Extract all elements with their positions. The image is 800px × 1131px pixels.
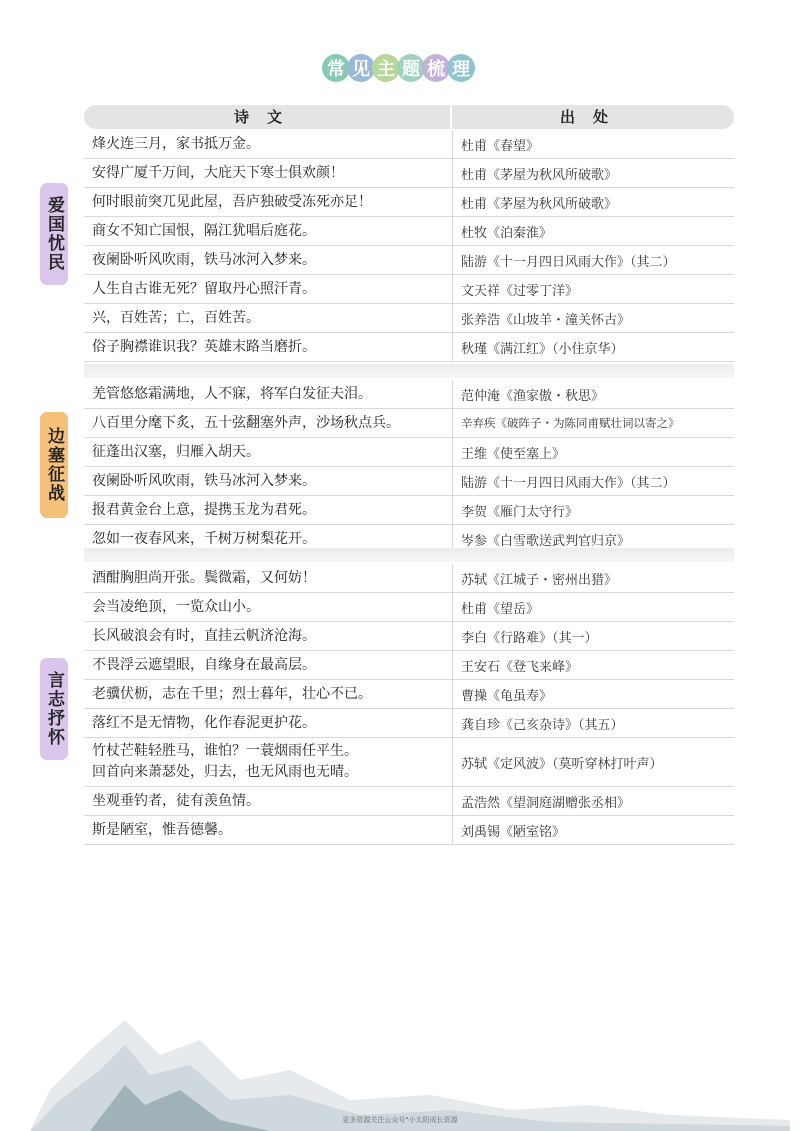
poem-text: 落红不是无情物，化作春泥更护花。 [92, 714, 316, 731]
title-char: 理 [447, 54, 475, 82]
poem-text: 兴，百姓苦；亡，百姓苦。 [92, 309, 260, 326]
table-row [84, 593, 734, 622]
tag-text: 言志抒怀 [44, 671, 64, 747]
poem-text: 斯是陋室，惟吾德馨。 [92, 821, 232, 838]
source-text: 刘禹锡《陋室铭》 [452, 816, 734, 844]
table-row [84, 651, 734, 680]
table-row [84, 738, 734, 787]
poem-text: 人生自古谁无死？留取丹心照汗青。 [92, 280, 316, 297]
table-row [84, 622, 734, 651]
section-tag-frontier [40, 412, 68, 518]
table-row [84, 275, 734, 304]
poem-text: 坐观垂钓者，徒有羡鱼情。 [92, 792, 260, 809]
poem-text: 八百里分麾下炙，五十弦翻塞外声，沙场秋点兵。 [92, 414, 400, 431]
poem-text: 夜阑卧听风吹雨，铁马冰河入梦来。 [92, 251, 316, 268]
source-text: 曹操《龟虽寿》 [452, 680, 734, 708]
table-row [84, 380, 734, 409]
source-text: 张养浩《山坡羊・潼关怀古》 [452, 304, 734, 332]
title-char: 梳 [422, 54, 450, 82]
poem-text: 俗子胸襟谁识我？英雄末路当磨折。 [92, 338, 316, 355]
source-text: 杜甫《春望》 [452, 130, 734, 158]
table-row [84, 680, 734, 709]
table-row [84, 130, 734, 159]
table-row [84, 787, 734, 816]
poem-text: 酒酣胸胆尚开张。鬓微霜，又何妨！ [92, 569, 316, 586]
source-text: 孟浩然《望洞庭湖赠张丞相》 [452, 787, 734, 815]
table-row [84, 304, 734, 333]
source-text: 范仲淹《渔家傲・秋思》 [452, 380, 734, 408]
source-text: 秋瑾《满江红》（小住京华） [452, 333, 734, 361]
source-text: 杜甫《茅屋为秋风所破歌》 [452, 188, 734, 216]
poem-text: 烽火连三月，家书抵万金。 [92, 135, 260, 152]
poem-text: 商女不知亡国恨，隔江犹唱后庭花。 [92, 222, 316, 239]
mountain-illustration [30, 1010, 790, 1131]
poem-text: 征蓬出汉塞，归雁入胡天。 [92, 443, 260, 460]
source-text: 王维《使至塞上》 [452, 438, 734, 466]
header-poem: 诗文 [233, 108, 300, 126]
table-row [84, 188, 734, 217]
section-divider [84, 548, 734, 562]
page-title [0, 48, 800, 88]
tag-text: 爱国忧民 [44, 196, 64, 272]
source-text: 王安石《登飞来峰》 [452, 651, 734, 679]
section-tag-patriotism [40, 183, 68, 285]
table-row [84, 467, 734, 496]
source-text: 陆游《十一月四日风雨大作》（其二） [452, 246, 734, 274]
poem-line: 竹杖芒鞋轻胜马，谁怕？一蓑烟雨任平生。 [92, 743, 358, 759]
poem-text: 安得广厦千万间，大庇天下寒士俱欢颜！ [92, 164, 344, 181]
table-row [84, 438, 734, 467]
table-row [84, 333, 734, 362]
source-text: 陆游《十一月四日风雨大作》（其二） [452, 467, 734, 495]
source-text: 杜牧《泊秦淮》 [452, 217, 734, 245]
source-text: 杜甫《望岳》 [452, 593, 734, 621]
poem-text: 不畏浮云遮望眼，自缘身在最高层。 [92, 656, 316, 673]
poem-text: 夜阑卧听风吹雨，铁马冰河入梦来。 [92, 472, 316, 489]
table-row [84, 246, 734, 275]
table-row [84, 409, 734, 438]
source-text: 李贺《雁门太守行》 [452, 496, 734, 524]
section-aspiration [84, 564, 734, 845]
source-text: 苏轼《江城子・密州出猎》 [452, 564, 734, 592]
poem-text: 报君黄金台上意，提携玉龙为君死。 [92, 501, 316, 518]
table-row [84, 159, 734, 188]
section-divider [84, 364, 734, 378]
table-row [84, 496, 734, 525]
table-row [84, 709, 734, 738]
title-char: 见 [347, 54, 375, 82]
title-char: 题 [397, 54, 425, 82]
header-source: 出处 [450, 105, 734, 129]
table-row [84, 816, 734, 845]
poem-line: 回首向来萧瑟处，归去，也无风雨也无晴。 [92, 764, 358, 780]
source-text: 杜甫《茅屋为秋风所破歌》 [452, 159, 734, 187]
tag-text: 边塞征战 [44, 427, 64, 503]
table-header [84, 105, 734, 129]
section-patriotism [84, 130, 734, 362]
poem-text: 老骥伏枥，志在千里；烈士暮年，壮心不已。 [92, 685, 372, 702]
source-text: 辛弃疾《破阵子・为陈同甫赋壮词以寄之》 [452, 409, 734, 437]
source-text: 李白《行路难》（其一） [452, 622, 734, 650]
table-row [84, 217, 734, 246]
section-tag-aspiration [40, 658, 68, 760]
footer-note: 更多资源关注公众号"小太阳成长资源 [342, 1116, 458, 1124]
poem-text: 何时眼前突兀见此屋，吾庐独破受冻死亦足！ [92, 193, 372, 210]
poem-text [84, 741, 452, 783]
source-text: 文天祥《过零丁洋》 [452, 275, 734, 303]
source-text: 岑参《白雪歌送武判官归京》 [452, 525, 734, 553]
poem-text: 长风破浪会有时，直挂云帆济沧海。 [92, 627, 316, 644]
table-row [84, 564, 734, 593]
source-text: 苏轼《定风波》（莫听穿林打叶声） [452, 738, 734, 786]
source-text: 龚自珍《己亥杂诗》（其五） [452, 709, 734, 737]
poem-text: 羌管悠悠霜满地，人不寐，将军白发征夫泪。 [92, 385, 372, 402]
poem-text: 忽如一夜春风来，千树万树梨花开。 [92, 530, 316, 547]
poem-text: 会当凌绝顶，一览众山小。 [92, 598, 260, 615]
title-char: 常 [322, 54, 350, 82]
section-frontier [84, 380, 734, 554]
title-char: 主 [372, 54, 400, 82]
